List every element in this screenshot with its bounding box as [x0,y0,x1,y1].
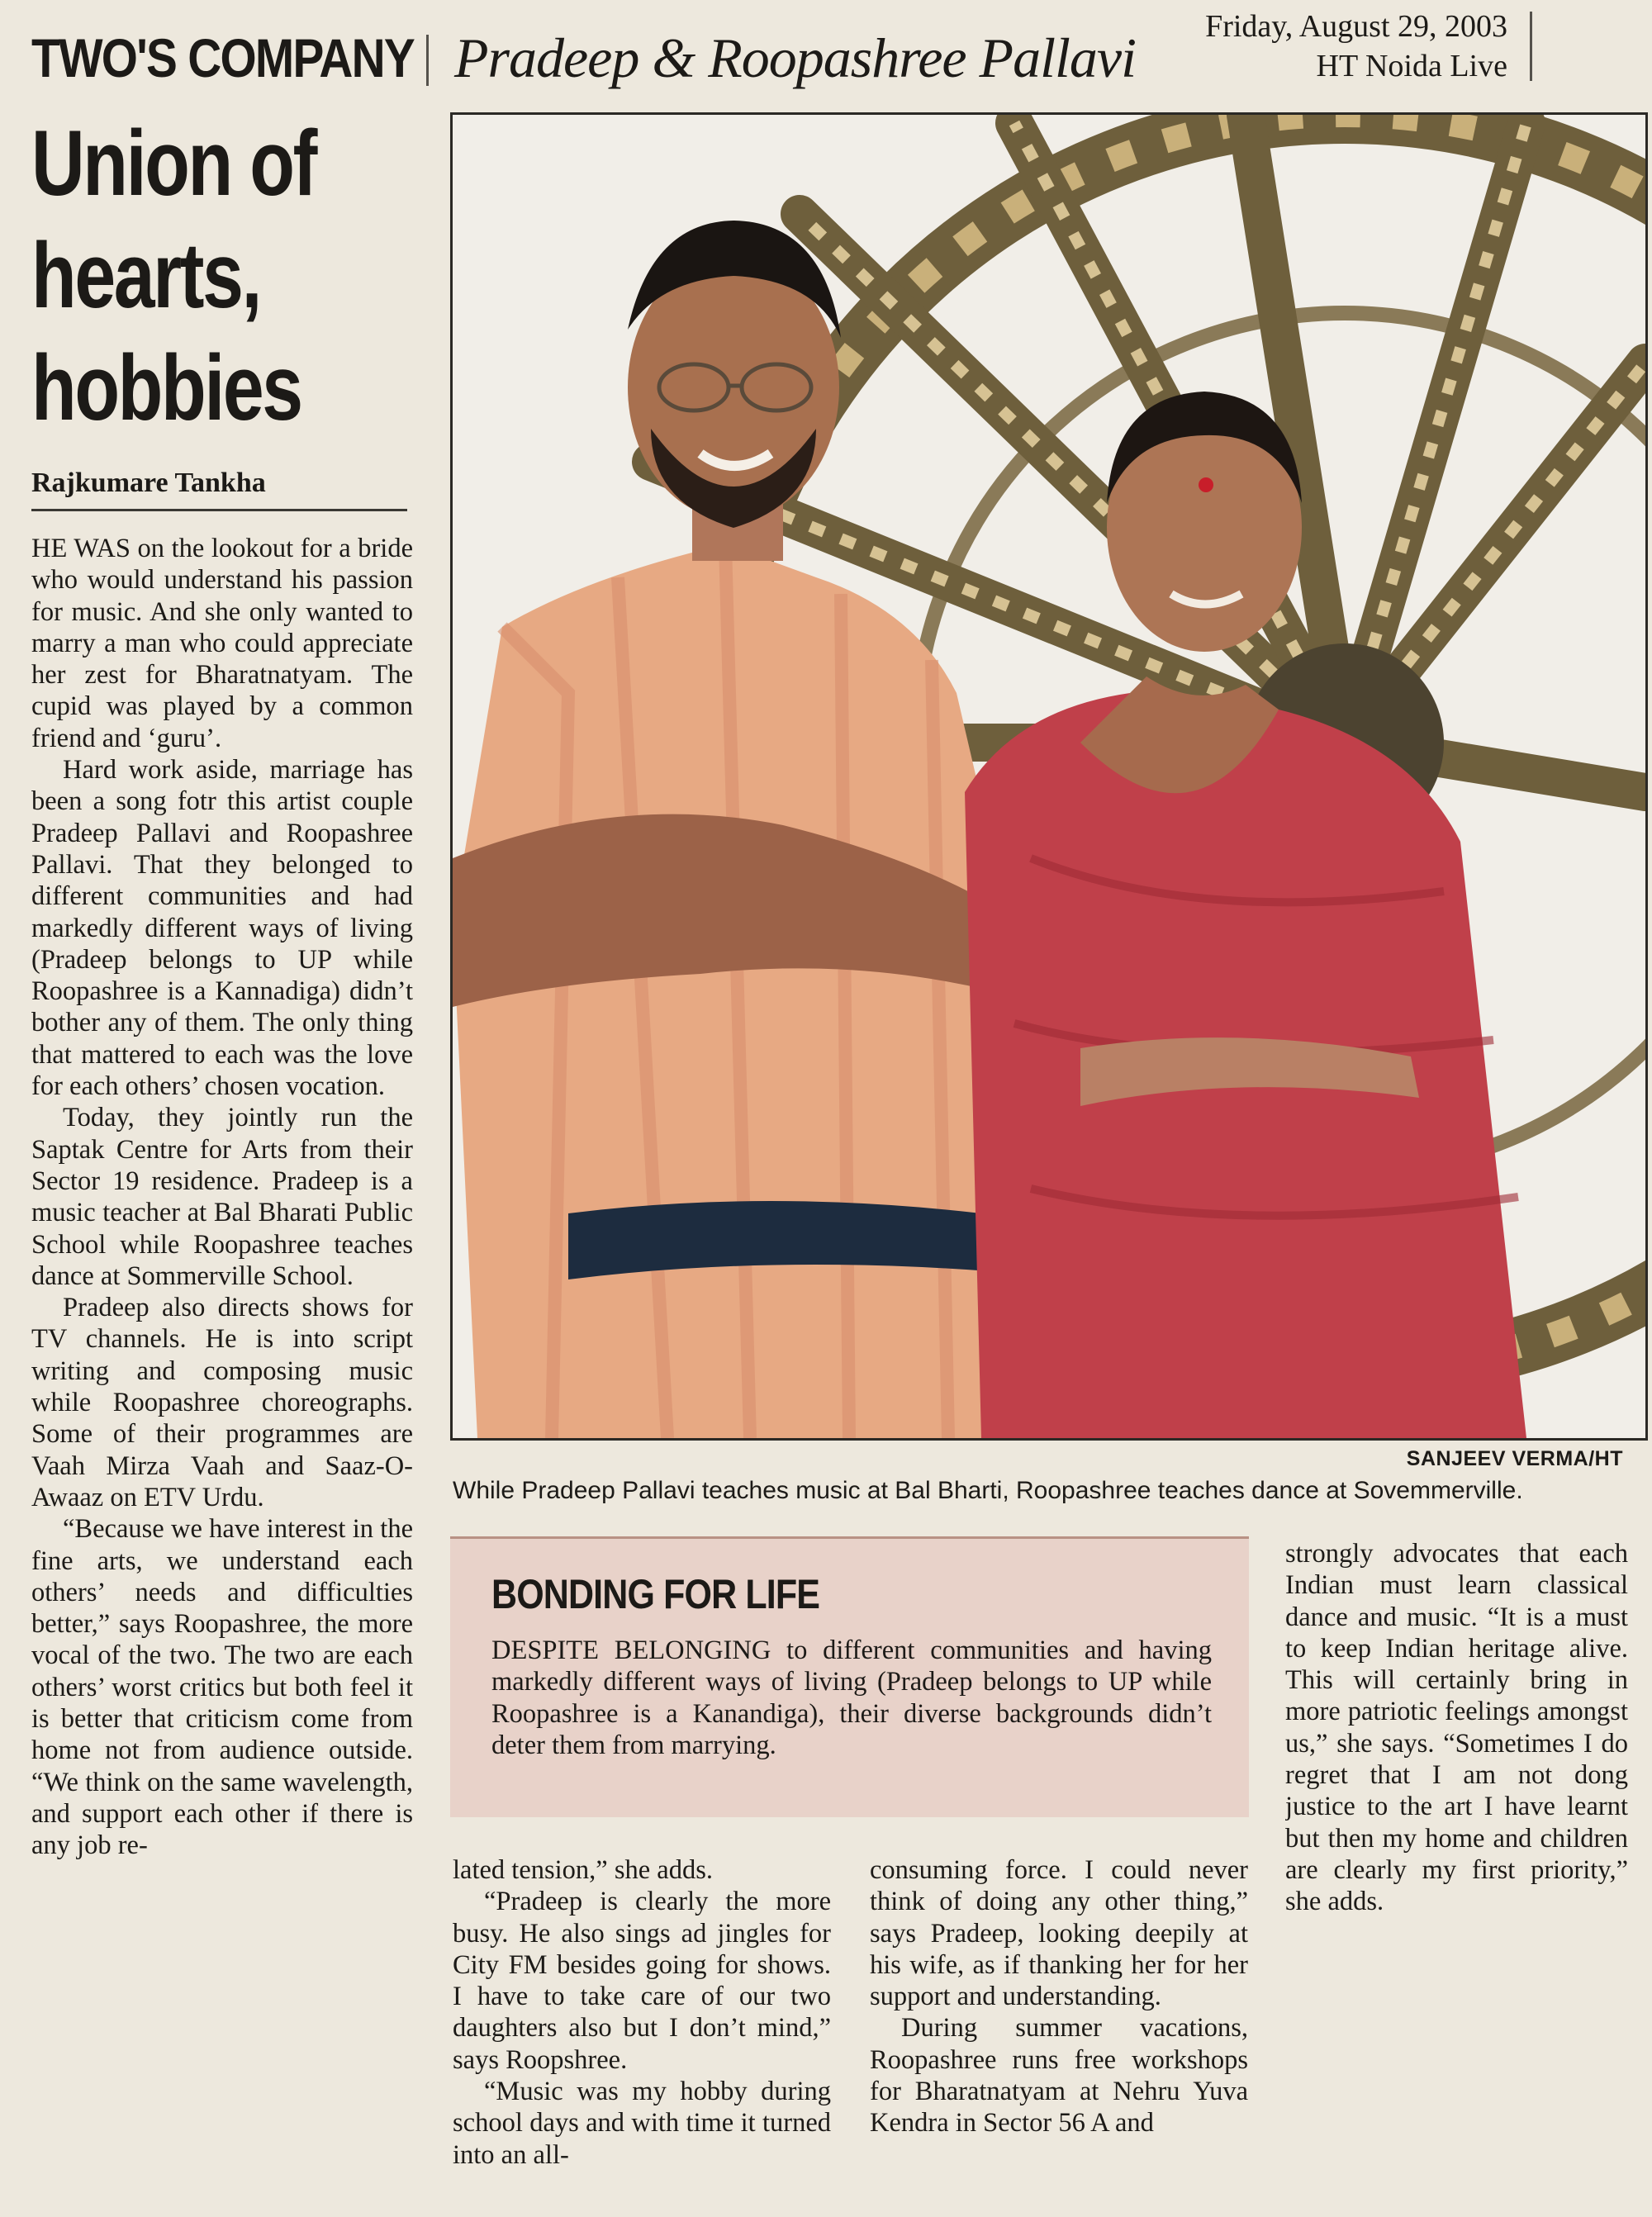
headline-line: Union of [31,112,316,215]
paragraph: strongly advocates that each Indian must learn classical dance and music. “It is a must to keep Indian heritage alive. This will certainly bring in more patriotic feelings amongst us,” she says. “Sometimes I do regret that I am not dong justice to the art I have learnt but then my home and children are clearly my first priority,” she adds. [1285,1539,1628,1917]
subject-names: Pradeep & Roopashree Pallavi [454,26,1136,89]
photo-caption: While Pradeep Pallavi teaches music at Bal Bharti, Roopashree teaches dance at Sovemmerville. [453,1477,1523,1504]
headline [31,107,342,444]
paragraph: “Because we have interest in the fine arts, we understand each others’ needs and difficulties better,” says Roopashree, the more vocal of the two. The two are each others’ worst critics but both feel it is better that criticism come from home not from audience outside. “We think on the same wavelength, and support each other if there is any job re- [31,1514,413,1861]
paragraph: During summer vacations, Roopashree runs free workshops for Bharatnatyam at Nehru Yuva Kendra in Sector 56 A and [870,2013,1248,2139]
headline-line: hearts, [31,224,261,327]
paragraph: HE WAS on the lookout for a bride who would understand his passion for music. And she only wanted to marry a man who could appreciate her zest for Bharatnatyam. The cupid was played by a common friend and ‘guru’. [31,534,413,753]
article-column-2 [453,1854,831,2210]
pull-box-text: DESPITE BELONGING to different communities and having markedly different ways of living (Pradeep belongs to UP while Roopashree is a Kanandiga), their diverse backgrounds didn’t deter them from marrying. [491,1635,1212,1760]
photo-credit: SANJEEV VERMA/HT [1406,1447,1623,1470]
article-column-1 [31,533,413,2210]
header-divider [426,35,429,86]
paragraph: “Music was my hobby during school days and with time it turned into an all- [453,2077,831,2170]
couple-photo [450,112,1648,1441]
article-column-3 [870,1854,1248,2210]
paragraph: Today, they jointly run the Saptak Centre for Arts from their Sector 19 residence. Pradeep is a music teacher at Bal Bharati Public School while Roopashree teaches dance at Sommerville School. [31,1103,413,1291]
paragraph: lated tension,” she adds. [453,1855,713,1885]
section-kicker: TWO'S COMPANY [31,27,415,88]
pull-box-title: BONDING FOR LIFE [491,1571,820,1617]
paragraph: Pradeep also directs shows for TV channels. He is into script writing and composing music while Roopashree choreographs. Some of their programmes are Vaah Mirza Vaah and Saaz-O-Awaaz on ETV Urdu. [31,1293,413,1512]
byline: Rajkumare Tankha [31,463,407,511]
headline-line: hobbies [31,336,301,439]
edition-name: HT Noida Live [1316,49,1507,83]
paragraph: consuming force. I could never think of doing any other thing,” says Pradeep, looking deepily at his wife, as if thanking her for her support and understanding. [870,1855,1248,2012]
article-column-4 [1285,1538,1628,2001]
publication-date: Friday, August 29, 2003 [1205,9,1507,44]
paragraph: “Pradeep is clearly the more busy. He also sings ad jingles for City FM besides going for shows. I have to take care of our two daughters also but I don’t mind,” says Roopshree. [453,1887,831,2075]
header-divider-right [1530,12,1532,81]
paragraph: Hard work aside, marriage has been a song fotr this artist couple Pradeep Pallavi and Roopashree Pallavi. That they belonged to different communities and had markedly different ways of living (Pradeep belongs to UP while Roopashree is a Kannadiga) didn’t bother any of them. The only thing that mattered to each was the love for each others’ chosen vocation. [31,755,413,1102]
dateline [1152,7,1507,86]
pull-box [450,1536,1249,1817]
